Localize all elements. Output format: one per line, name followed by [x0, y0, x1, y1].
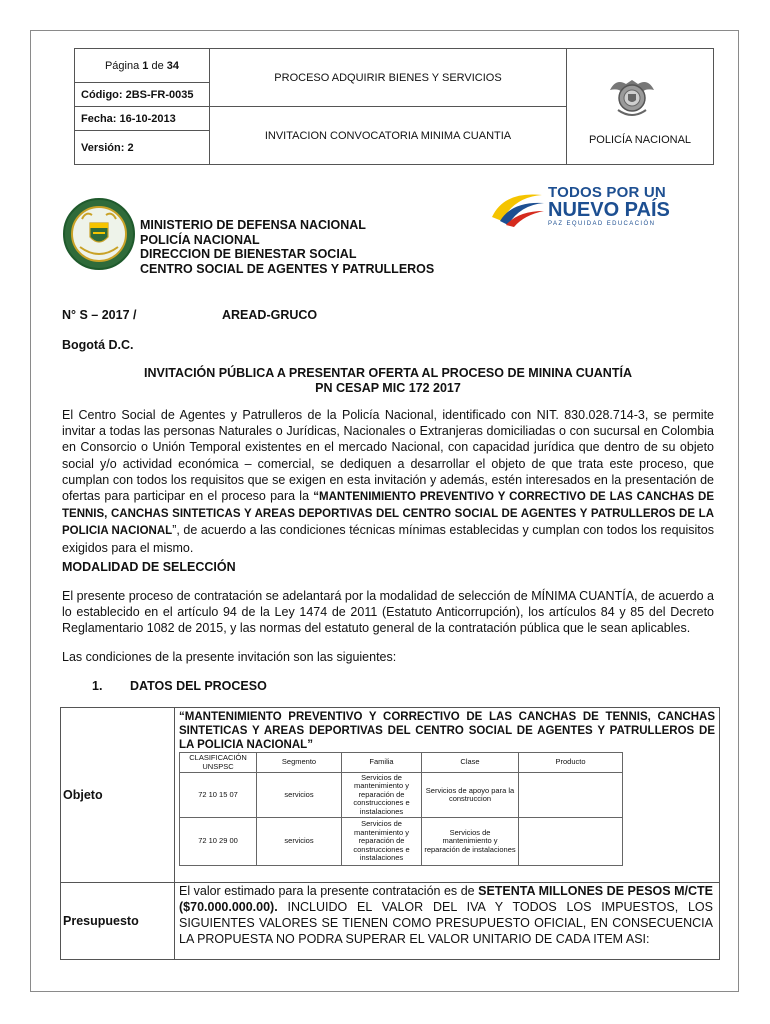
reference-number: N° S – 2017 /: [62, 308, 137, 322]
org-line: POLICÍA NACIONAL: [140, 232, 260, 247]
invitation-heading-line1: INVITACIÓN PÚBLICA A PRESENTAR OFERTA AL PROCESO DE MININA CUANTÍA: [144, 366, 632, 380]
table-row: [180, 818, 623, 866]
org-line: DIRECCION DE BIENESTAR SOCIAL: [140, 247, 357, 261]
presupuesto-label: Presupuesto: [61, 883, 175, 960]
reference-area: AREAD-GRUCO: [222, 308, 318, 322]
document-version: Versión: 2: [75, 131, 210, 165]
org-line: CENTRO SOCIAL DE AGENTES Y PATRULLEROS: [140, 261, 435, 276]
org-line: MINISTERIO DE DEFENSA NACIONAL: [140, 218, 366, 232]
process-title: PROCESO ADQUIRIR BIENES Y SERVICIOS: [210, 49, 567, 107]
unspsc-segment: servicios: [257, 773, 342, 818]
police-emblem-icon: [62, 197, 136, 271]
objeto-cell: [175, 708, 720, 883]
document-date: Fecha: 16-10-2013: [75, 107, 210, 131]
conditions-intro: Las condiciones de la presente invitación son las siguientes:: [62, 650, 397, 664]
page-counter: Página 1 de 34: [75, 49, 210, 83]
section-title: DATOS DEL PROCESO: [130, 679, 267, 693]
presupuesto-text: El valor estimado para la presente contratación es de SETENTA MILLONES DE PESOS M/CTE ($70.000.000.00). INCLUIDO EL VALOR DEL IVA Y TODOS LOS IMPUESTOS, LOS SIGUIENTES VALORES SE TIENEN COMO PRESUPUESTO OFICIAL, EN CONSECUENCIA LA PROPUESTA NO PODRA SUPERAR EL VALOR UNITARIO DE CADA ITEM ASI:: [175, 883, 720, 960]
city: Bogotá D.C.: [62, 338, 134, 352]
section-number: 1.: [92, 679, 103, 693]
unspsc-class: Servicios de apoyo para la construccion: [422, 773, 519, 818]
document-code: Código: 2BS-FR-0035: [75, 83, 210, 107]
gov-logo-tagline: PAZ EQUIDAD EDUCACIÓN: [548, 221, 656, 227]
unspsc-family: Servicios de mantenimiento y reparación de construcciones e instalaciones: [342, 818, 422, 866]
unspsc-product: [519, 773, 623, 818]
process-data-table: [60, 707, 720, 960]
unspsc-header: CLASIFICACIÓN UNSPSC: [180, 753, 257, 773]
unspsc-header: Clase: [422, 753, 519, 773]
organization-block: [140, 218, 434, 276]
police-crest-icon: [606, 70, 658, 122]
modalidad-heading: MODALIDAD DE SELECCIÓN: [62, 560, 236, 574]
colombia-flag-swoosh-icon: [490, 187, 546, 229]
presupuesto-amount: SETENTA MILLONES DE PESOS M/CTE ($70.000.000.00).: [179, 884, 713, 914]
intro-object: “MANTENIMIENTO PREVENTIVO Y CORRECTIVO DE LAS CANCHAS DE TENNIS, CANCHAS SINTETICAS Y AREAS DEPORTIVAS DEL CENTRO SOCIAL DE AGENTES Y PATRULLEROS DE LA POLICIA NACIONAL: [62, 491, 715, 538]
intro-paragraph: El Centro Social de Agentes y Patrulleros de la Policía Nacional, identificado con NIT. 830.028.714-3, se permite invitar a todas las personas Naturales o Jurídicas, Nacionales o Extranjeras domiciliadas o con sucursal en Colombia en Consorcio o Unión Temporal existentes en el mercado Nacional, con capacidad jurídica que dentro de su objeto social y/o actividad económica – comercial, se dediquen a desarrollar el objeto de que trata este proceso, que cumplan con todos los requisitos que se exigen en esta invitación y además, estén interesados en la presentación de ofertas para participar en el proceso para la “MANTENIMIENTO PREVENTIVO Y CORRECTIVO DE LAS CANCHAS DE TENNIS, CANCHAS SINTETICAS Y AREAS DEPORTIVAS DEL CENTRO SOCIAL DE AGENTES Y PATRULLEROS DE LA POLICIA NACIONAL”, de acuerdo a las condiciones técnicas mínimas establecidas y cumplan con todos los requisitos exigidos para el mismo.: [62, 408, 715, 555]
modalidad-paragraph: El presente proceso de contratación se adelantará por la modalidad de selección de MÍNIMA CUANTÍA, de acuerdo a lo establecido en el artículo 94 de la Ley 1474 de 2011 (Estatuto Anticorrupción), los artículos 84 y 85 del Decreto Reglamentario 1082 de 2015, y las normas del estatuto general de la contratación pública que le sean aplicables.: [62, 589, 714, 636]
unspsc-segment: servicios: [257, 818, 342, 866]
invitation-heading: [62, 366, 714, 396]
objeto-description: “MANTENIMIENTO PREVENTIVO Y CORRECTIVO DE LAS CANCHAS DE TENNIS, CANCHAS SINTETICAS Y AREAS DEPORTIVAS DEL CENTRO SOCIAL DE AGENTES Y PATRULLEROS DE LA POLICIA NACIONAL”: [179, 711, 715, 751]
unspsc-family: Servicios de mantenimiento y reparación de construcciones e instalaciones: [342, 773, 422, 818]
invitation-heading-line2: PN CESAP MIC 172 2017: [315, 381, 461, 395]
invitation-title: INVITACION CONVOCATORIA MINIMA CUANTIA: [210, 107, 567, 165]
table-row: [180, 773, 623, 818]
unspsc-header: Familia: [342, 753, 422, 773]
gov-logo: [490, 183, 676, 233]
unspsc-table: [179, 752, 623, 866]
unspsc-class: Servicios de mantenimiento y reparación de instalaciones: [422, 818, 519, 866]
objeto-label: Objeto: [61, 708, 175, 883]
unspsc-product: [519, 818, 623, 866]
unspsc-header: Segmento: [257, 753, 342, 773]
unspsc-code: 72 10 15 07: [180, 773, 257, 818]
institution-name: POLICÍA NACIONAL: [588, 134, 692, 146]
gov-logo-line2: NUEVO PAÍS: [548, 199, 670, 221]
unspsc-code: 72 10 29 00: [180, 818, 257, 866]
gov-logo-line1: TODOS POR UN: [548, 184, 666, 201]
unspsc-header: Producto: [519, 753, 623, 773]
